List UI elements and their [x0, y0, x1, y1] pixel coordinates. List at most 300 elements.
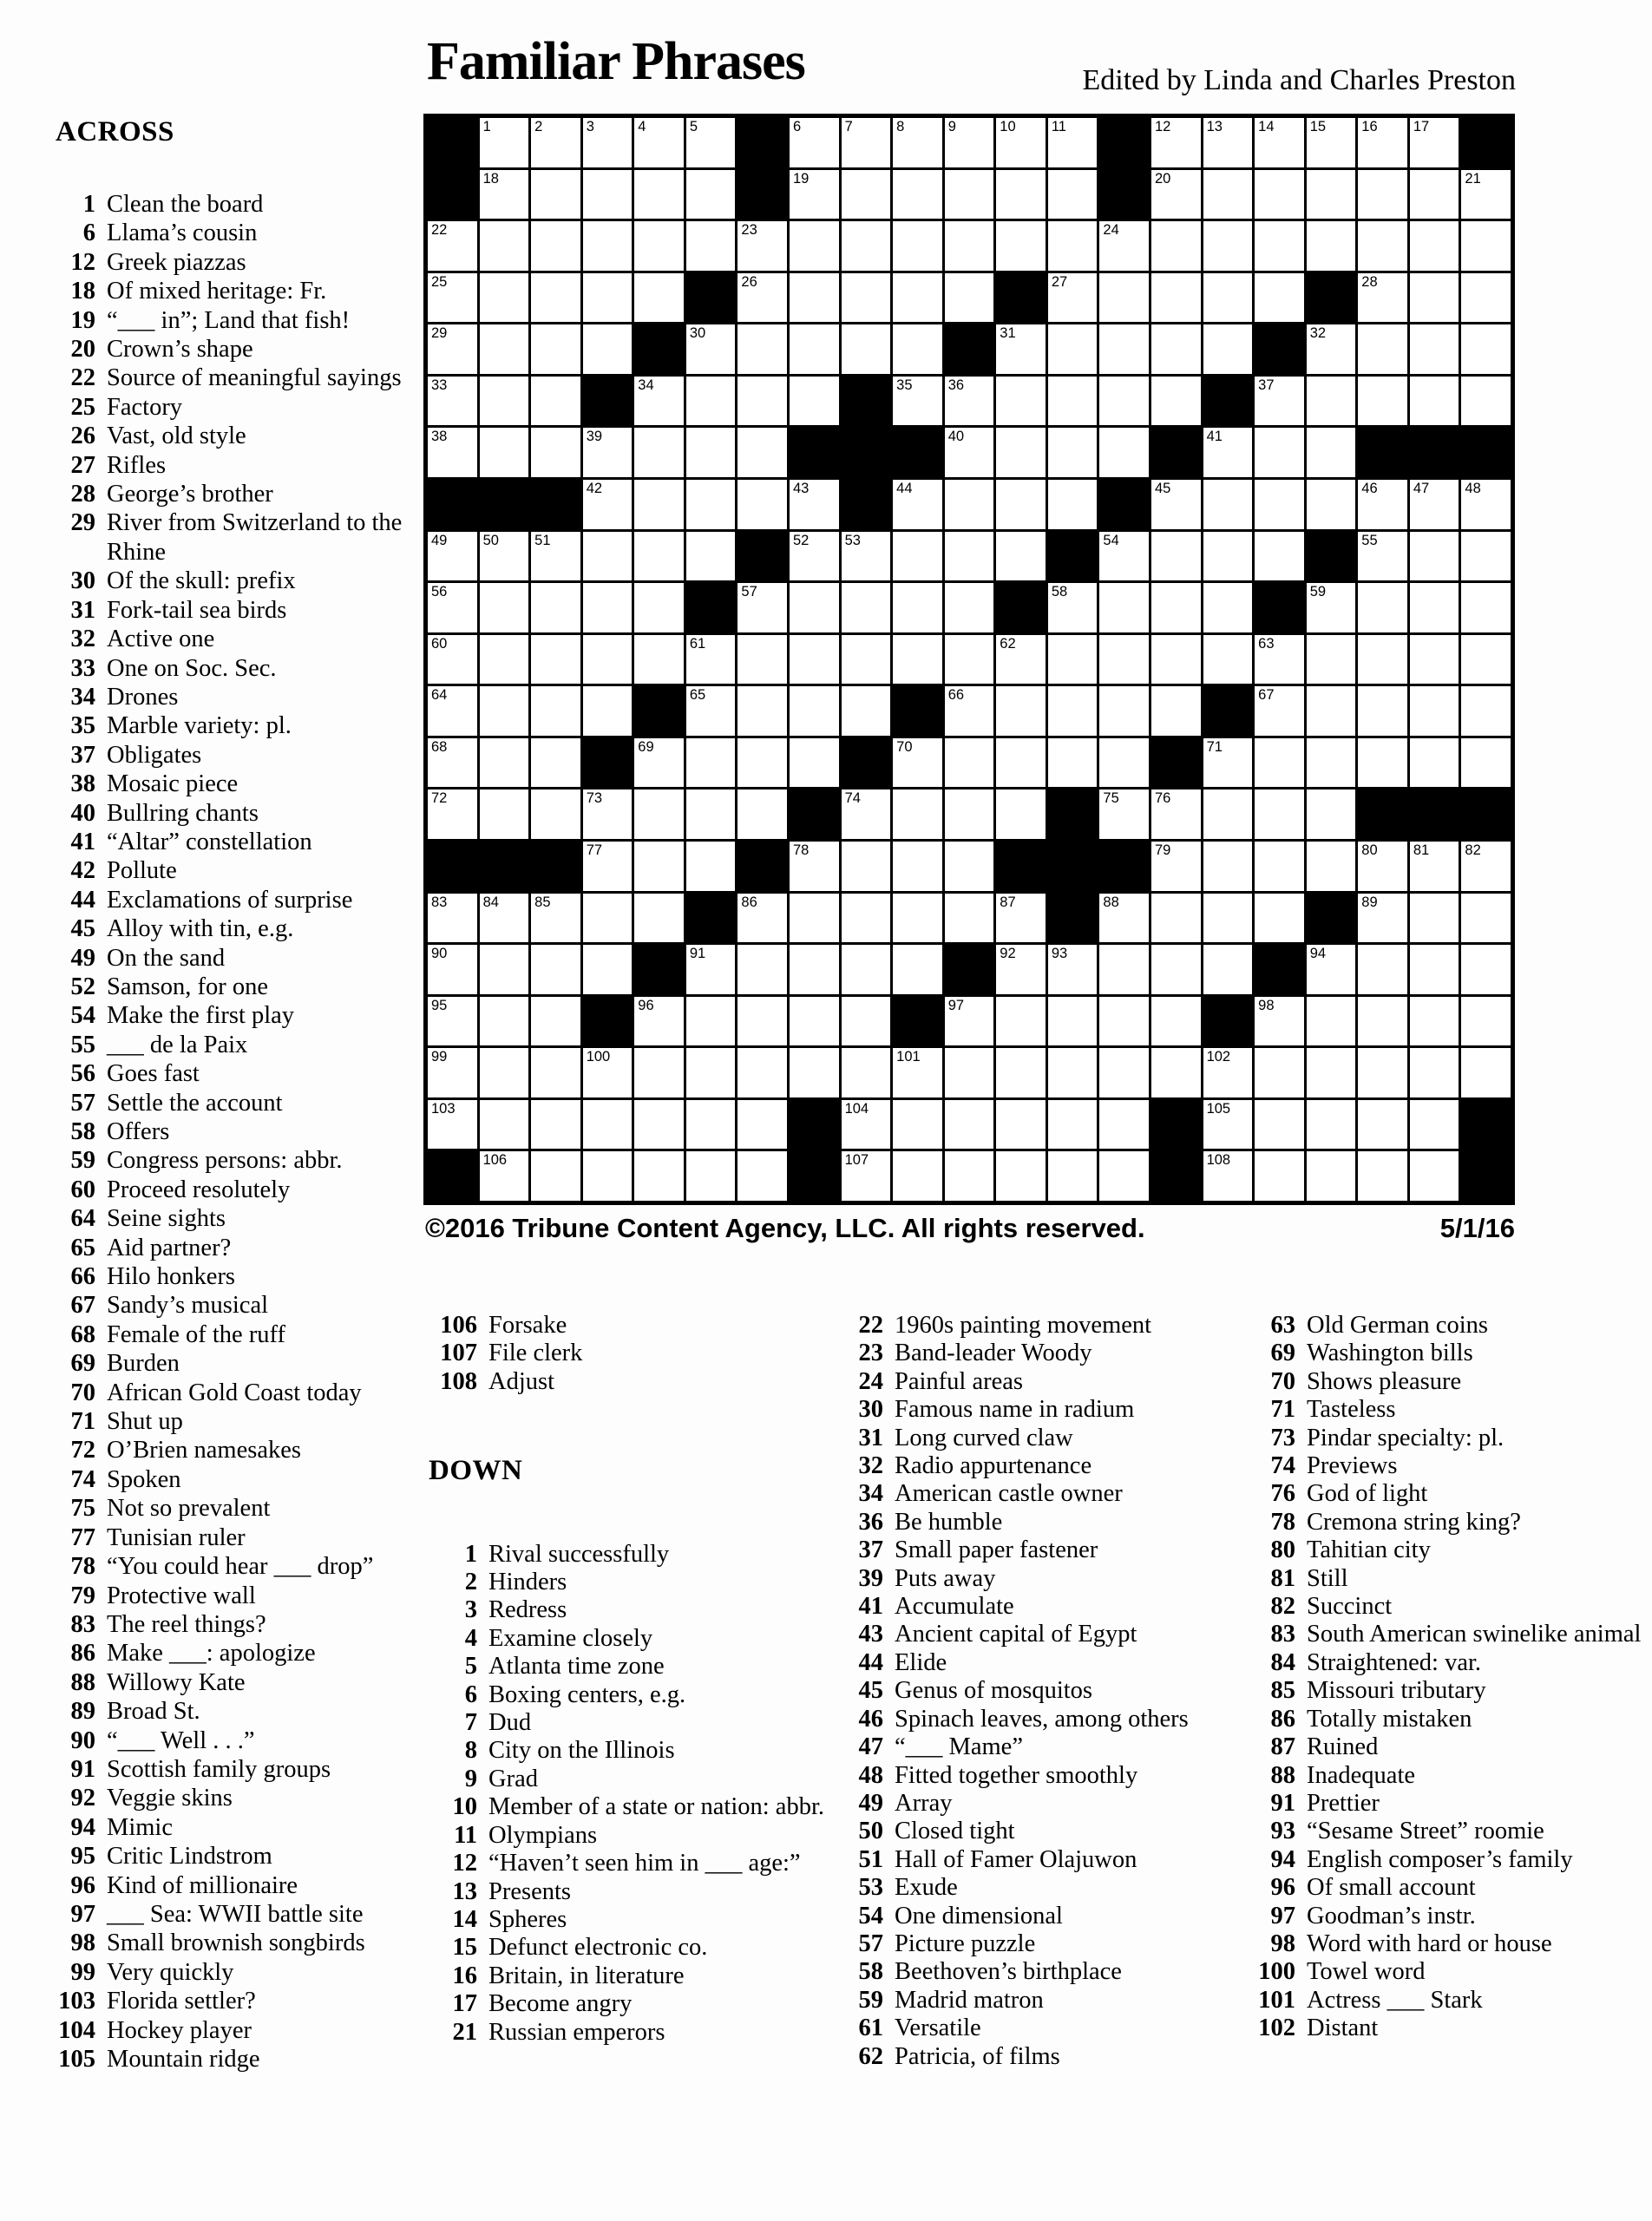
grid-cell: [1203, 789, 1253, 839]
clue-text: Fitted together smoothly: [895, 1761, 1138, 1789]
clue-number: 7: [464, 1709, 477, 1737]
clue-item: [429, 1934, 833, 1962]
grid-cell: [1203, 273, 1253, 323]
clue-text: Proceed resolutely: [107, 1176, 291, 1203]
black-cell: [1203, 686, 1253, 736]
clue-text: Marble variety: pl.: [107, 712, 292, 740]
grid-cell: [1307, 842, 1356, 891]
clue-item: [429, 1962, 833, 1990]
clue-text: The reel things?: [107, 1610, 266, 1638]
clue-number: 108: [440, 1367, 477, 1395]
clue-number: 42: [70, 857, 95, 885]
grid-cell: [583, 273, 633, 323]
clue-text: Olympians: [488, 1821, 598, 1849]
clue-text: Florida settler?: [107, 1988, 256, 2015]
clue-number: 3: [464, 1596, 477, 1624]
clue-item: [1247, 1509, 1649, 1536]
clue-item: [835, 1480, 1246, 1508]
clue-item: [835, 1846, 1246, 1874]
clue-number: 10: [452, 1793, 477, 1821]
grid-cell: [1099, 221, 1149, 271]
cell-number: 6: [793, 119, 802, 134]
clue-number: 88: [1270, 1761, 1295, 1789]
cell-number: 21: [1465, 170, 1481, 187]
clue-item: [50, 1871, 423, 1900]
clue-number: 51: [858, 1845, 883, 1873]
clue-number: 27: [70, 451, 95, 479]
grid-cell: [531, 583, 580, 632]
clue-number: 19: [70, 306, 95, 334]
grid-cell: [1151, 221, 1201, 271]
black-cell: [1255, 324, 1304, 374]
clue-number: 84: [1270, 1648, 1295, 1676]
clue-item: [50, 799, 423, 828]
grid-cell: [531, 789, 580, 839]
grid-cell: [1099, 532, 1149, 581]
across-clue-list: [50, 190, 423, 2074]
clue-number: 11: [454, 1821, 477, 1849]
clue-item: [835, 1368, 1246, 1396]
black-cell: [1048, 842, 1098, 891]
clue-number: 81: [1270, 1564, 1295, 1592]
grid-cell: [480, 997, 529, 1046]
clue-text: ___ de la Paix: [107, 1031, 248, 1058]
clue-number: 49: [70, 944, 95, 972]
cell-number: 29: [431, 325, 448, 342]
clue-text: “Haven’t seen him in ___ age:”: [488, 1850, 801, 1877]
clue-item: [50, 1582, 423, 1610]
clue-text: Of mixed heritage: Fr.: [107, 278, 327, 305]
grid-cell: [480, 894, 529, 943]
grid-cell: [842, 324, 891, 374]
grid-cell: [686, 480, 736, 529]
clue-item: [50, 508, 423, 567]
grid-cell: [480, 583, 529, 632]
clue-number: 47: [858, 1733, 883, 1761]
clue-number: 76: [1270, 1480, 1295, 1508]
clue-item: [429, 1906, 833, 1934]
grid-cell: [583, 1151, 633, 1201]
clue-item: [50, 393, 423, 422]
cell-number: 70: [896, 738, 913, 755]
clue-item: [835, 1987, 1246, 2015]
grid-cell: [1307, 324, 1356, 374]
clue-text: Long curved claw: [895, 1424, 1073, 1451]
grid-cell: [738, 480, 787, 529]
clue-item: [50, 1552, 423, 1581]
clue-number: 41: [858, 1593, 883, 1621]
grid-cell: [1151, 997, 1201, 1046]
grid-cell: [1410, 842, 1459, 891]
cell-number: 13: [1206, 119, 1223, 134]
clue-number: 63: [1270, 1312, 1295, 1339]
clue-item: [1247, 1425, 1649, 1452]
clue-text: O’Brien namesakes: [107, 1437, 301, 1464]
clue-text: Examine closely: [488, 1624, 653, 1652]
clue-item: [429, 1625, 833, 1653]
grid-cell: [996, 118, 1046, 167]
grid-cell: [480, 324, 529, 374]
grid-cell: [634, 118, 684, 167]
clue-number: 74: [70, 1465, 95, 1493]
cell-number: 53: [844, 532, 861, 548]
grid-cell: [1410, 1100, 1459, 1150]
clue-text: Female of the ruff: [107, 1320, 286, 1348]
grid-cell: [842, 789, 891, 839]
clue-item: [429, 1541, 833, 1569]
clue-item: [835, 2015, 1246, 2042]
grid-cell: [1203, 842, 1253, 891]
grid-cell: [1358, 1151, 1407, 1201]
cell-number: 37: [1258, 377, 1275, 393]
grid-cell: [428, 1100, 477, 1150]
grid-cell: [1099, 635, 1149, 685]
grid-cell: [531, 1100, 580, 1150]
clue-item: [429, 1569, 833, 1596]
clue-item: [50, 1639, 423, 1667]
clue-text: Actress ___ Stark: [1307, 1986, 1483, 2014]
grid-cell: [1410, 324, 1459, 374]
clue-number: 34: [858, 1480, 883, 1508]
grid-cell: [996, 480, 1046, 529]
cell-number: 2: [534, 119, 543, 134]
clue-item: [429, 1737, 833, 1765]
cell-number: 9: [947, 119, 956, 134]
grid-cell: [945, 738, 994, 788]
grid-cell: [842, 118, 891, 167]
clue-number: 78: [70, 1553, 95, 1581]
grid-cell: [1255, 1100, 1304, 1150]
page-title: Familiar Phrases: [427, 32, 805, 91]
grid-cell: [686, 118, 736, 167]
clue-item: [835, 1706, 1246, 1733]
grid-cell: [1151, 532, 1201, 581]
grid-cell: [945, 118, 994, 167]
black-cell: [1461, 1151, 1511, 1201]
grid-cell: [1255, 532, 1304, 581]
grid-cell: [1048, 738, 1098, 788]
grid-cell: [686, 738, 736, 788]
clue-text: Defunct electronic co.: [488, 1934, 708, 1962]
clue-item: [429, 1793, 833, 1821]
grid-cell: [1307, 480, 1356, 529]
cell-number: 36: [947, 377, 965, 393]
clue-number: 30: [858, 1396, 883, 1424]
clue-text: Mosaic piece: [107, 770, 239, 798]
grid-cell: [738, 324, 787, 374]
grid-cell: [738, 635, 787, 685]
cell-number: 105: [1206, 1100, 1231, 1117]
grid-cell: [945, 480, 994, 529]
black-cell: [1151, 1151, 1201, 1201]
cell-number: 93: [1051, 946, 1068, 962]
clue-number: 17: [452, 1990, 477, 2018]
grid-cell: [686, 221, 736, 271]
grid-cell: [531, 997, 580, 1046]
clue-number: 91: [70, 1755, 95, 1783]
black-cell: [790, 428, 839, 477]
clue-number: 98: [1270, 1929, 1295, 1957]
black-cell: [428, 480, 477, 529]
clue-item: [1247, 1706, 1649, 1733]
grid-cell: [583, 480, 633, 529]
clue-item: [50, 1001, 423, 1030]
grid-cell: [893, 377, 942, 426]
clue-text: Make ___: apologize: [107, 1640, 316, 1667]
grid-cell: [1358, 997, 1407, 1046]
grid-cell: [893, 738, 942, 788]
clue-item: [50, 248, 423, 277]
clue-item: [50, 1842, 423, 1870]
grid-cell: [634, 480, 684, 529]
cell-number: 71: [1206, 738, 1223, 755]
clue-text: Tunisian ruler: [107, 1523, 246, 1551]
clue-item: [835, 1930, 1246, 1958]
grid-cell: [1203, 170, 1253, 219]
cell-number: 1: [482, 119, 491, 134]
clue-item: [429, 1596, 833, 1624]
grid-cell: [480, 1048, 529, 1097]
clue-text: Previews: [1307, 1452, 1398, 1480]
black-cell: [686, 583, 736, 632]
clue-number: 73: [1270, 1424, 1295, 1451]
grid-cell: [790, 480, 839, 529]
grid-cell: [996, 428, 1046, 477]
grid-cell: [945, 789, 994, 839]
cell-number: 47: [1413, 481, 1430, 496]
grid-cell: [1307, 945, 1356, 994]
grid-cell: [1410, 1048, 1459, 1097]
black-cell: [686, 894, 736, 943]
cell-number: 101: [896, 1049, 921, 1065]
grid-cell: [842, 997, 891, 1046]
grid-cell: [738, 894, 787, 943]
grid-cell: [583, 842, 633, 891]
cell-number: 28: [1361, 273, 1378, 290]
grid-cell: [583, 686, 633, 736]
clue-text: Samson, for one: [107, 973, 269, 1000]
clue-number: 52: [70, 973, 95, 1000]
grid-cell: [1048, 170, 1098, 219]
clue-number: 104: [58, 2016, 95, 2044]
clue-number: 31: [70, 596, 95, 624]
black-cell: [1099, 480, 1149, 529]
grid-cell: [428, 583, 477, 632]
clue-text: Versatile: [895, 2015, 981, 2042]
grid-cell: [1151, 789, 1201, 839]
down-section-header: DOWN: [429, 1455, 523, 1487]
clue-number: 99: [70, 1958, 95, 1986]
grid-cell: [996, 894, 1046, 943]
cell-number: 12: [1155, 119, 1171, 134]
grid-cell: [790, 894, 839, 943]
clue-number: 69: [1270, 1340, 1295, 1367]
black-cell: [1461, 1100, 1511, 1150]
grid-cell: [1255, 997, 1304, 1046]
clue-item: [50, 1349, 423, 1378]
clue-text: Accumulate: [895, 1593, 1014, 1621]
grid-cell: [634, 1048, 684, 1097]
clue-text: Shut up: [107, 1408, 183, 1436]
clue-item: [1247, 1818, 1649, 1845]
clue-text: Pindar specialty: pl.: [1307, 1424, 1504, 1451]
clue-text: Aid partner?: [107, 1234, 232, 1261]
clue-text: Band-leader Woody: [895, 1340, 1092, 1367]
clue-item: [50, 2045, 423, 2074]
clue-text: Rifles: [107, 451, 167, 479]
clue-item: [50, 1262, 423, 1291]
grid-cell: [1048, 583, 1098, 632]
clue-item: [835, 2043, 1246, 2071]
black-cell: [634, 945, 684, 994]
grid-cell: [428, 997, 477, 1046]
clue-item: [50, 1726, 423, 1755]
grid-cell: [842, 842, 891, 891]
grid-cell: [1358, 221, 1407, 271]
clue-text: “___ Mame”: [895, 1733, 1023, 1761]
black-cell: [1461, 428, 1511, 477]
grid-cell: [738, 1048, 787, 1097]
grid-cell: [893, 118, 942, 167]
clue-item: [429, 1681, 833, 1709]
clue-item: [835, 1593, 1246, 1621]
clue-text: Atlanta time zone: [488, 1653, 665, 1680]
across-section-header: ACROSS: [56, 116, 174, 147]
grid-cell: [428, 273, 477, 323]
clue-number: 22: [858, 1312, 883, 1339]
cell-number: 79: [1155, 842, 1171, 858]
clue-item: [835, 1677, 1246, 1705]
black-cell: [893, 997, 942, 1046]
grid-cell: [634, 583, 684, 632]
clue-number: 33: [70, 654, 95, 682]
clue-text: Active one: [107, 626, 215, 653]
clue-number: 86: [1270, 1705, 1295, 1733]
black-cell: [1151, 1100, 1201, 1150]
grid-cell: [1358, 170, 1407, 219]
grid-cell: [1048, 686, 1098, 736]
black-cell: [583, 997, 633, 1046]
grid-cell: [1048, 997, 1098, 1046]
clue-text: Of small account: [1307, 1874, 1476, 1902]
grid-cell: [1307, 377, 1356, 426]
clue-number: 20: [70, 336, 95, 364]
clue-text: Sandy’s musical: [107, 1292, 269, 1320]
clue-text: “Altar” constellation: [107, 828, 312, 855]
grid-cell: [1255, 221, 1304, 271]
clue-text: Prettier: [1307, 1789, 1380, 1817]
grid-cell: [1255, 273, 1304, 323]
grid-cell: [583, 532, 633, 581]
grid-cell: [686, 686, 736, 736]
grid-cell: [1410, 273, 1459, 323]
grid-cell: [1410, 1151, 1459, 1201]
grid-cell: [531, 738, 580, 788]
clue-number: 96: [70, 1871, 95, 1899]
clue-item: [50, 1523, 423, 1552]
grid-cell: [945, 1048, 994, 1097]
cell-number: 76: [1155, 790, 1171, 807]
grid-cell: [1203, 1048, 1253, 1097]
grid-cell: [1307, 1100, 1356, 1150]
clue-number: 98: [70, 1929, 95, 1957]
cell-number: 64: [431, 687, 448, 704]
grid-cell: [1099, 738, 1149, 788]
clue-number: 15: [452, 1934, 477, 1962]
grid-cell: [893, 221, 942, 271]
grid-cell: [790, 273, 839, 323]
grid-cell: [634, 532, 684, 581]
black-cell: [893, 428, 942, 477]
clue-text: Boxing centers, e.g.: [488, 1680, 686, 1708]
cell-number: 18: [482, 170, 499, 187]
cell-number: 106: [482, 1152, 508, 1169]
grid-cell: [1358, 635, 1407, 685]
clue-text: Seine sights: [107, 1205, 226, 1233]
grid-cell: [1255, 1048, 1304, 1097]
cell-number: 75: [1103, 790, 1119, 807]
clue-text: Critic Lindstrom: [107, 1843, 272, 1870]
cell-number: 7: [844, 119, 853, 134]
grid-cell: [1358, 324, 1407, 374]
cell-number: 52: [793, 532, 810, 548]
grid-cell: [738, 1100, 787, 1150]
clue-text: Clean the board: [107, 191, 264, 218]
grid-cell: [686, 377, 736, 426]
editor-credit: Edited by Linda and Charles Preston: [1082, 64, 1516, 96]
clue-text: Madrid matron: [895, 1986, 1044, 2014]
cell-number: 31: [1000, 325, 1016, 342]
grid-cell: [583, 945, 633, 994]
grid-cell: [1203, 738, 1253, 788]
clue-number: 68: [70, 1320, 95, 1348]
clue-text: Ancient capital of Egypt: [895, 1621, 1137, 1648]
grid-cell: [790, 583, 839, 632]
grid-cell: [1461, 997, 1511, 1046]
grid-cell: [428, 532, 477, 581]
grid-cell: [531, 377, 580, 426]
clue-number: 70: [70, 1379, 95, 1406]
grid-cell: [1461, 324, 1511, 374]
grid-cell: [1410, 532, 1459, 581]
grid-cell: [1307, 428, 1356, 477]
grid-cell: [583, 428, 633, 477]
clue-number: 101: [1258, 1986, 1295, 2014]
grid-cell: [738, 583, 787, 632]
clue-number: 100: [1258, 1958, 1295, 1986]
grid-cell: [1461, 532, 1511, 581]
clue-text: Radio appurtenance: [895, 1452, 1092, 1480]
black-cell: [790, 789, 839, 839]
clue-number: 48: [858, 1761, 883, 1789]
clue-text: Inadequate: [1307, 1761, 1416, 1789]
cell-number: 43: [793, 481, 810, 496]
cell-number: 66: [947, 687, 965, 704]
grid-cell: [1048, 324, 1098, 374]
clue-text: Drones: [107, 683, 179, 711]
grid-cell: [738, 997, 787, 1046]
clue-item: [835, 1312, 1246, 1340]
grid-cell: [996, 945, 1046, 994]
clue-text: Straightened: var.: [1307, 1648, 1482, 1676]
grid-cell: [842, 170, 891, 219]
cell-number: 62: [1000, 635, 1016, 652]
grid-cell: [945, 170, 994, 219]
grid-cell: [480, 170, 529, 219]
grid-cell: [790, 221, 839, 271]
cell-number: 10: [1000, 119, 1016, 134]
clue-item: [50, 277, 423, 305]
